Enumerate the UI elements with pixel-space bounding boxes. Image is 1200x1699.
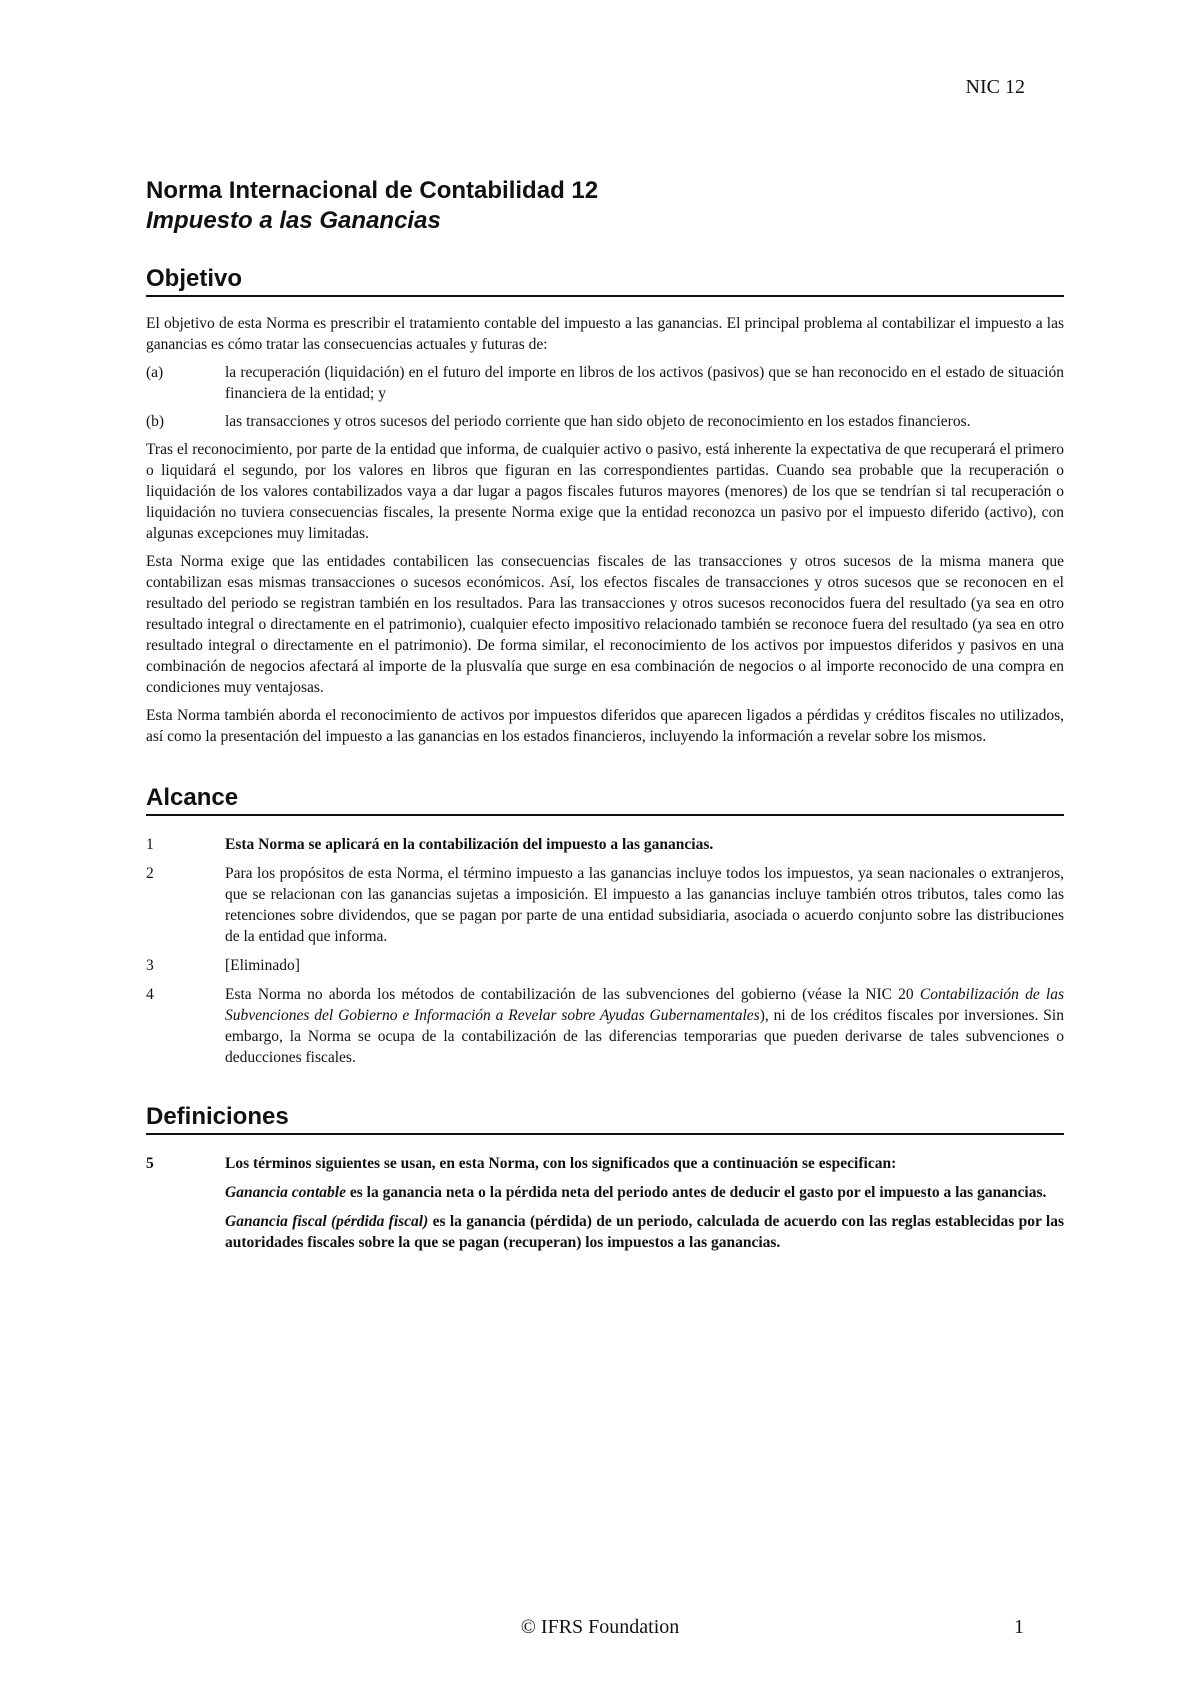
- defined-term: Ganancia fiscal (pérdida fiscal): [225, 1213, 429, 1230]
- definition-text: es la ganancia neta o la pérdida neta del periodo antes de deducir el gasto por el impuesto a las ganancias.: [346, 1184, 1047, 1201]
- paragraph-text-part: ), ni de los créditos fiscales por inversiones. Sin embargo, la Norma se ocupa de la contabilización de las diferencias temporarias que pueden derivarse de tales subvenciones o deducciones fiscales.: [225, 1007, 1064, 1066]
- objetivo-intro: El objetivo de esta Norma es prescribir el tratamiento contable del impuesto a las ganancias. El principal problema al contabilizar el impuesto a las ganancias es cómo tratar las consecuencias actuales y futuras de:: [146, 315, 1064, 353]
- footer-page-number: 1: [1014, 1616, 1024, 1638]
- definitions-intro: Los términos siguientes se usan, en esta Norma, con los significados que a continuación se especifican:: [225, 1155, 897, 1172]
- numbered-paragraph: [146, 834, 1064, 855]
- definition-entry: [225, 1211, 1064, 1253]
- objetivo-paragraph: Tras el reconocimiento, por parte de la entidad que informa, de cualquier activo o pasivo, está inherente la expectativa de que recuperará el primero o liquidará el segundo, por los valores en libros que figuran en las correspondientes partidas. Cuando sea probable que la recuperación o liquidación de los valores contabilizados vaya a dar lugar a pagos fiscales futuros mayores (menores) de los que se tendrían si tal recuperación o liquidación no tuviera consecuencias fiscales, la presente Norma exige que la entidad reconozca un pasivo por el impuesto diferido (activo), con algunas excepciones muy limitadas.: [146, 441, 1064, 542]
- definitions-block: [225, 1153, 1064, 1253]
- paragraph-text: [225, 984, 1064, 1068]
- list-item: [146, 411, 1064, 432]
- numbered-paragraph: [146, 1153, 1064, 1253]
- paragraph-number: 2: [146, 865, 154, 882]
- paragraph-number: 5: [146, 1155, 154, 1172]
- list-item: [146, 362, 1064, 404]
- numbered-paragraph: [146, 984, 1064, 1068]
- section-heading-objetivo: Objetivo: [146, 264, 1064, 297]
- document-title: Norma Internacional de Contabilidad 12: [146, 177, 599, 204]
- paragraph-number: 4: [146, 986, 154, 1003]
- defined-term: Ganancia contable: [225, 1184, 346, 1201]
- page-content: [146, 176, 1064, 1253]
- paragraph-number: 3: [146, 957, 154, 974]
- list-item-letter: (a): [146, 364, 164, 381]
- referenced-standard-title: Contabilización de las Subvenciones del Gobierno e Información a Revelar sobre Ayudas Gubernamentales: [225, 986, 1064, 1024]
- footer-copyright: © IFRS Foundation: [520, 1616, 680, 1638]
- objetivo-paragraph: Esta Norma también aborda el reconocimiento de activos por impuestos diferidos que aparecen ligados a pérdidas y créditos fiscales no utilizados, así como la presentación del impuesto a las ganancias en los estados financieros, incluyendo la información a revelar sobre los mismos.: [146, 707, 1064, 745]
- page-header-label: NIC 12: [965, 76, 1025, 98]
- section-heading-alcance: Alcance: [146, 783, 1064, 816]
- numbered-paragraph: [146, 955, 1064, 976]
- list-item-text: la recuperación (liquidación) en el futuro del importe en libros de los activos (pasivos) que se han reconocido en el estado de situación financiera de la entidad; y: [225, 364, 1064, 402]
- definition-entry: [225, 1182, 1064, 1203]
- list-item-letter: (b): [146, 413, 165, 430]
- section-heading-definiciones: Definiciones: [146, 1102, 1064, 1135]
- paragraph-text: [Eliminado]: [225, 957, 300, 974]
- document-subtitle: Impuesto a las Ganancias: [146, 207, 441, 234]
- paragraph-text-part: Esta Norma no aborda los métodos de contabilización de las subvenciones del gobierno (véase la NIC 20: [225, 986, 920, 1003]
- paragraph-text: Para los propósitos de esta Norma, el término impuesto a las ganancias incluye todos los impuestos, ya sean nacionales o extranjeros, que se relacionan con las ganancias sujetas a imposición. El impuesto a las ganancias incluye también otros tributos, tales como las retenciones sobre dividendos, que se pagan por parte de una entidad subsidiaria, asociada o acuerdo conjunto sobre las distribuciones de la entidad que informa.: [225, 865, 1064, 945]
- paragraph-number: 1: [146, 836, 154, 853]
- numbered-paragraph: [146, 863, 1064, 947]
- list-item-text: las transacciones y otros sucesos del periodo corriente que han sido objeto de reconocimiento en los estados financieros.: [225, 413, 971, 430]
- objetivo-paragraph: Esta Norma exige que las entidades contabilicen las consecuencias fiscales de las transacciones y otros sucesos de la misma manera que contabilizan esas mismas transacciones o sucesos económicos. Así, los efectos fiscales de transacciones y otros sucesos que se reconocen en el resultado del periodo se registran también en los resultados. Para las transacciones y otros sucesos reconocidos fuera del resultado (ya sea en otro resultado integral o directamente en el patrimonio), cualquier efecto impositivo relacionado también se reconoce fuera del resultado (ya sea en otro resultado integral o directamente en el patrimonio). De forma similar, el reconocimiento de los activos por impuestos diferidos y pasivos en una combinación de negocios afectará al importe de la plusvalía que surge en esa combinación de negocios o al importe reconocido de una compra en condiciones muy ventajosas.: [146, 553, 1064, 696]
- definition-text: es la ganancia (pérdida) de un periodo, calculada de acuerdo con las reglas establecidas por las autoridades fiscales sobre la que se pagan (recuperan) los impuestos a las ganancias.: [225, 1213, 1064, 1251]
- paragraph-text: Esta Norma se aplicará en la contabilización del impuesto a las ganancias.: [225, 836, 714, 853]
